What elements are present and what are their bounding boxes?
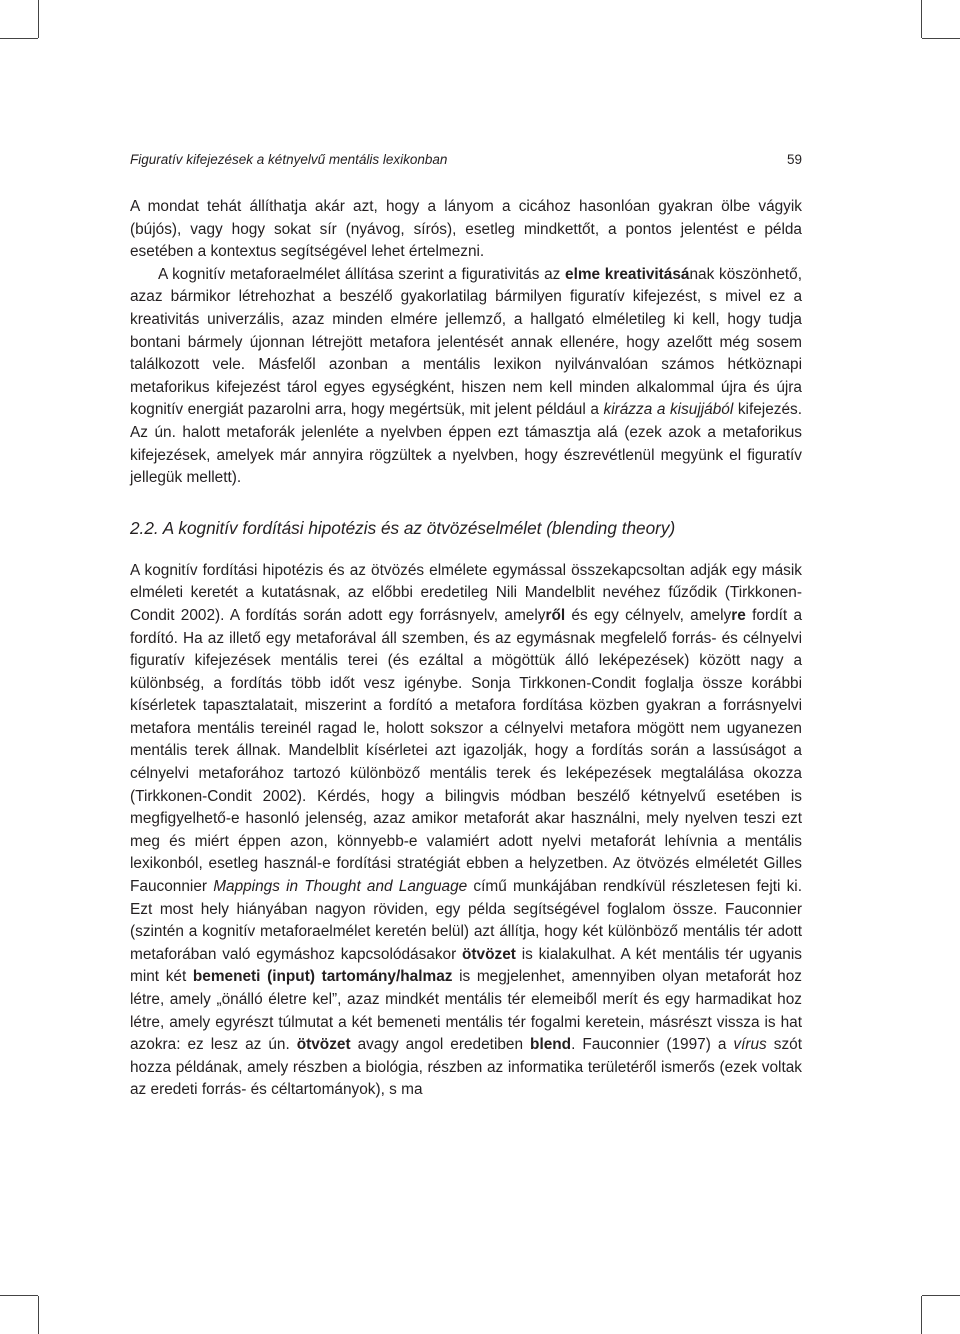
crop-mark-bottom-right-h xyxy=(922,1295,960,1296)
bold-term: ötvözet xyxy=(296,1036,351,1054)
text-run: és egy célnyelv, amely xyxy=(565,606,732,624)
crop-mark-bottom-right xyxy=(921,1296,922,1334)
text-run: szót hozza példának, amely részben a biológia, részben az informatika területéről ismerős (ezek voltak az eredeti forrás- és céltartományok), s ma xyxy=(130,1036,802,1099)
italic-example: vírus xyxy=(733,1036,767,1054)
text-run: című munkájában rendkívül részletesen fejti ki. Ezt most hely hiányában nagyon röviden, egy példa segítségével foglalom össze. Fauconnier (szintén a kognitív metaforaelmélet keretén belül) azt állítja, hogy két különböző mentális tér adott metaforában való egymáshoz kapcsolódásakor xyxy=(130,878,803,963)
crop-mark-top-right xyxy=(921,0,922,38)
text-run: . Fauconnier (1997) a xyxy=(571,1036,734,1054)
running-title: Figuratív kifejezések a kétnyelvű mentális lexikonban xyxy=(130,152,448,167)
text-run: is kialakulhat. A két mentális tér ugyanis mint két xyxy=(130,945,802,986)
italic-example: kirázza a kisujjából xyxy=(603,401,734,419)
bold-term: ről xyxy=(545,606,566,624)
text-run: nak köszönhető, azaz bármikor létrehozhat a beszélő gyakorlatilag bármilyen figuratív kifejezést, s mivel ez a kreativitás univerzális, azaz minden elmére jellemző, a hallgató elméletileg ki kell, hogy tudja bontani bármely újonnan létrejött metafora jelentését annak ellenére, hogy azelőtt még sosem találkozott vele. Másfelől azonban a mentális lexikon nyilvánvalóan számos hétköznapi metaforikus kifejezést tárol egyes egységként, hiszen nem kell minden alkalommal újra és újra kognitív energiát pazarolni arra, hogy megértsük, mit jelent például a xyxy=(130,265,802,419)
paragraph-1 xyxy=(130,196,802,264)
paragraph-3 xyxy=(130,560,802,1102)
bold-term: blend xyxy=(530,1036,572,1054)
text-run: fordít a fordító. Ha az illető egy metaforával áll szemben, és az egymásnak megfelelő forrás- és célnyelvi figuratív kifejezések mentális terei (és ezáltal a mögöttük álló leképezések) között nagy a különbség, a fordítás több időt vesz igénybe. Sonja Tirkkonen-Condit foglalja össze korábbi kísérletek tapasztalatait, miszerint a fordító a metafora fordítása közben gyakran a forrásnyelvi metafora mentális tereinél ragad le, holott sokszor a célnyelvi metafora mögött nem ugyanezen mentális terek állnak. Mandelblit kísérletei azt igazolják, hogy a fordítás során a lassúságot a célnyelvi metaforához tartozó különböző mentális terek és leképezések megtalálása okozza (Tirkkonen-Condit 2002). Kérdés, hogy a bilingvis módban beszélő kétnyelvű esetében is megfigyelhető-e hasonló jelenség, azaz amikor metaforát akar használni, mely nyelven teszi ezt meg és miért éppen azon, könnyebb-e valamiért adott nyelvi metaforát lehívnia a mentális lexikonból, esetleg használ-e fordítási stratégiát ebben a helyzetben. Az ötvözés elméletét Gilles Fauconnier xyxy=(130,606,803,896)
page-number: 59 xyxy=(786,152,802,167)
bold-term: ötvözet xyxy=(462,945,516,963)
text-run: avagy angol eredetiben xyxy=(350,1036,531,1054)
crop-mark-top-left xyxy=(38,0,39,38)
crop-mark-top-right-h xyxy=(922,38,960,39)
text-run: A kognitív metaforaelmélet állítása szerint a figurativitás az xyxy=(158,265,566,283)
crop-mark-bottom-left xyxy=(38,1296,39,1334)
text-run: A kognitív fordítási hipotézis és az ötvözés elmélete egymással összekapcsoltan adják egy másik elméleti keretét a kutatásnak, az előbbi eredetileg Nili Mandelblit nevéhez fűződik (Tirkkonen-Condit 2002). A fordítás során adott egy forrásnyelv, amely xyxy=(130,561,802,624)
crop-mark-top-left-h xyxy=(0,38,38,39)
running-header xyxy=(130,150,802,170)
page-body xyxy=(130,196,802,1102)
bold-term: elme kreativitásá xyxy=(565,265,690,283)
crop-mark-bottom-left-h xyxy=(0,1295,38,1296)
paragraph-1-text: A mondat tehát állíthatja akár azt, hogy a lányom a cicához hasonlóan gyakran ölbe vágyik (bújós), vagy hogy sokat sír (nyávog, sírós), esetleg mindkettőt, a pontos jelentést e példa esetében a kontextus segítségével lehet értelmezni. xyxy=(130,198,802,261)
bold-term: re xyxy=(731,606,746,624)
paragraph-2 xyxy=(130,264,802,490)
italic-book-title: Mappings in Thought and Language xyxy=(213,878,468,896)
section-heading: 2.2. A kognitív fordítási hipotézis és az ötvözéselmélet (blending theory) xyxy=(130,517,676,538)
text-run: is megjelenhet, amennyiben olyan metaforát hoz létre, amely „önálló életre kel”, azaz mindkét mentális tér elemeiből merít és egy harmadikat hoz létre, amely egyrészt túlmutat a két bemeneti mentális tér fogalmi keretein, másrészt vissza is hat azokra: ez lesz az ún. xyxy=(130,968,802,1054)
bold-term: bemeneti (input) tartomány/halmaz xyxy=(192,968,453,986)
text-run: kifejezés. Az ún. halott metaforák jelenléte a nyelvben éppen ezt támasztja alá (ezek azok a metaforikus kifejezések, amelyek már annyira rögzültek a nyelvben, hogy észrevétlenül megyünk el figuratív jellegük mellett). xyxy=(130,401,802,487)
